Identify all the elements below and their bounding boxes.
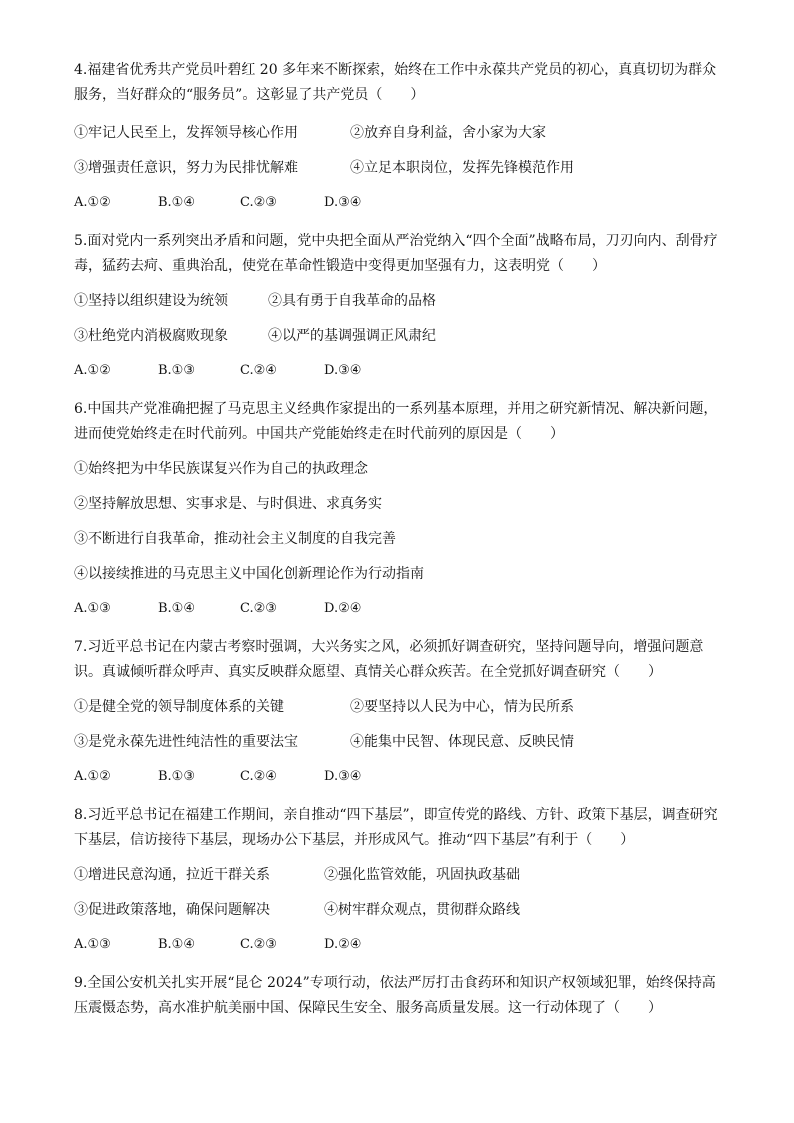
question-5 <box>74 229 724 381</box>
option-1: ①牢记人民至上，发挥领导核心作用 <box>74 125 298 141</box>
answer-d: D.③④ <box>324 363 362 378</box>
option-4: ④立足本职岗位，发挥先锋模范作用 <box>350 160 574 176</box>
option-row <box>74 123 724 143</box>
answer-d: D.②④ <box>324 601 362 616</box>
option-4: ④以接续推进的马克思主义中国化创新理论作为行动指南 <box>74 566 424 582</box>
answer-c: C.②③ <box>240 195 277 210</box>
option-1: ①坚持以组织建设为统领 <box>74 293 228 309</box>
answer-a: A.①③ <box>74 601 111 616</box>
answer-b: B.①④ <box>158 195 195 210</box>
option-3: ③不断进行自我革命，推动社会主义制度的自我完善 <box>74 531 396 547</box>
question-stem: 6.中国共产党准确把握了马克思主义经典作家提出的一系列基本原理，并用之研究新情况、解决新问题，进而使党始终走在时代前列。中国共产党能始终走在时代前列的原因是（ ） <box>74 401 718 442</box>
question-stem: 5.面对党内一系列突出矛盾和问题，党中央把全面从严治党纳入“四个全面”战略布局，刀刃向内、刮骨疗毒，猛药去疴、重典治乱，使党在革命性锻造中变得更加坚强有力，这表明党（ ） <box>74 233 718 274</box>
option-row <box>74 697 724 717</box>
option-1: ①始终把为中华民族谋复兴作为自己的执政理念 <box>74 461 368 477</box>
answer-choices <box>74 599 724 619</box>
option-2: ②放弃自身利益，舍小家为大家 <box>350 125 546 141</box>
answer-d: D.②④ <box>324 937 362 952</box>
option-2: ②具有勇于自我革命的品格 <box>268 293 436 309</box>
answer-b: B.①③ <box>158 363 195 378</box>
answer-b: B.①④ <box>158 937 195 952</box>
option-3: ③增强责任意识，努力为民排忧解难 <box>74 160 298 176</box>
question-6 <box>74 397 724 619</box>
question-page <box>74 58 724 1030</box>
option-row <box>74 865 724 885</box>
answer-a: A.①② <box>74 363 111 378</box>
answer-a: A.①② <box>74 195 111 210</box>
answer-d: D.③④ <box>324 769 362 784</box>
question-7 <box>74 635 724 787</box>
option-1: ①增进民意沟通，拉近干群关系 <box>74 867 270 883</box>
option-2: ②坚持解放思想、实事求是、与时俱进、求真务实 <box>74 496 382 512</box>
option-row <box>74 291 724 311</box>
answer-c: C.②④ <box>240 363 277 378</box>
answer-b: B.①③ <box>158 769 195 784</box>
answer-a: A.①② <box>74 769 111 784</box>
option-4: ④能集中民智、体现民意、反映民情 <box>350 734 574 750</box>
option-3: ③杜绝党内消极腐败现象 <box>74 328 228 344</box>
question-stem: 7.习近平总书记在内蒙古考察时强调，大兴务实之风，必须抓好调查研究，坚持问题导向，增强问题意识。真诚倾听群众呼声、真实反映群众愿望、真情关心群众疾苦。在全党抓好调查研究（ ） <box>74 639 704 680</box>
option-row <box>74 900 724 920</box>
option-row <box>74 158 724 178</box>
answer-a: A.①③ <box>74 937 111 952</box>
answer-choices <box>74 361 724 381</box>
question-stem: 9.全国公安机关扎实开展“昆仑 2024”专项行动，依法严厉打击食药环和知识产权领域犯罪，始终保持高压震慑态势，高水准护航美丽中国、保障民生安全、服务高质量发展。这一行动体现了（ ） <box>74 975 716 1016</box>
option-2: ②要坚持以人民为中心，情为民所系 <box>350 699 574 715</box>
option-3: ③促进政策落地，确保问题解决 <box>74 902 270 918</box>
option-4: ④树牢群众观点，贯彻群众路线 <box>324 902 520 918</box>
answer-c: C.②④ <box>240 769 277 784</box>
answer-choices <box>74 935 724 955</box>
option-1: ①是健全党的领导制度体系的关键 <box>74 699 284 715</box>
answer-c: C.②③ <box>240 937 277 952</box>
answer-choices <box>74 767 724 787</box>
option-2: ②强化监管效能，巩固执政基础 <box>324 867 520 883</box>
option-row <box>74 732 724 752</box>
question-stem: 8.习近平总书记在福建工作期间，亲自推动“四下基层”，即宣传党的路线、方针、政策下基层，调查研究下基层，信访接待下基层，现场办公下基层，并形成风气。推动“四下基层”有利于（ ） <box>74 807 718 848</box>
answer-b: B.①④ <box>158 601 195 616</box>
question-stem: 4.福建省优秀共产党员叶碧红 20 多年来不断探索，始终在工作中永葆共产党员的初心，真真切切为群众服务，当好群众的“服务员”。这彰显了共产党员（ ） <box>74 62 717 103</box>
answer-c: C.②③ <box>240 601 277 616</box>
answer-choices <box>74 193 724 213</box>
answer-d: D.③④ <box>324 195 362 210</box>
question-9 <box>74 971 724 1021</box>
question-8 <box>74 803 724 955</box>
question-4 <box>74 58 724 213</box>
option-3: ③是党永葆先进性纯洁性的重要法宝 <box>74 734 298 750</box>
option-4: ④以严的基调强调正风肃纪 <box>268 328 436 344</box>
option-row <box>74 326 724 346</box>
